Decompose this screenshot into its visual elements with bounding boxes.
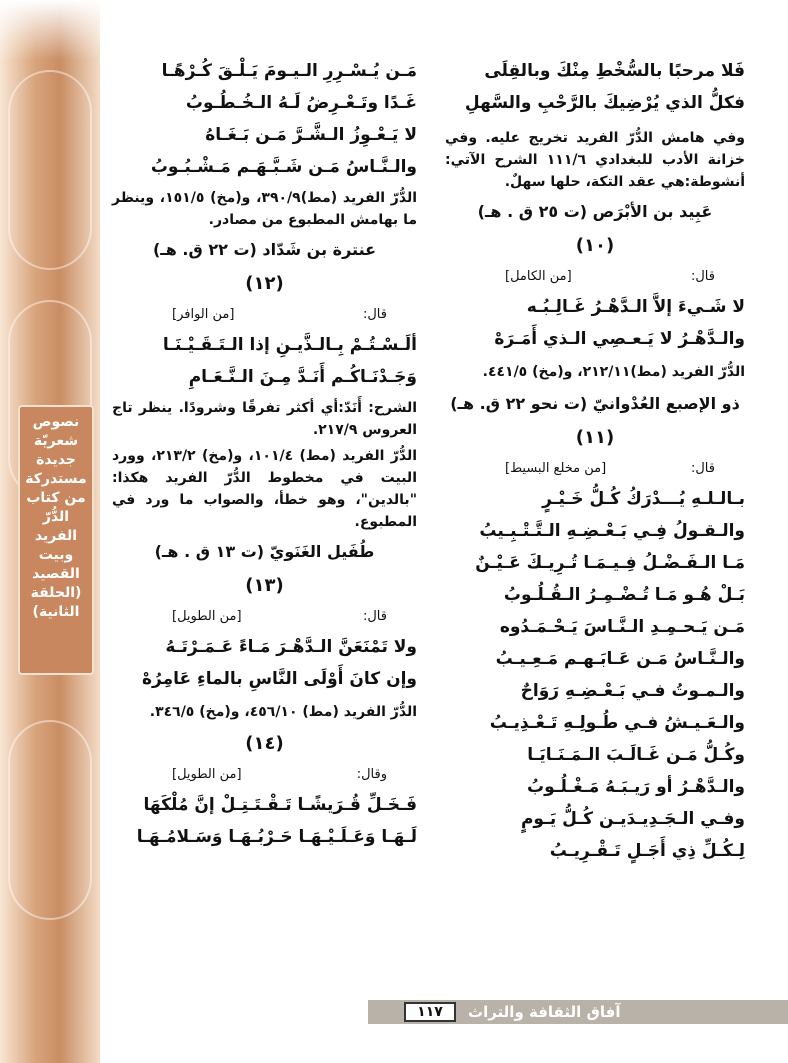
meter-label: [من مخلع البسيط]: [505, 461, 607, 476]
poem-number: (١٣): [245, 575, 284, 596]
page-number: ١١٧: [404, 1002, 456, 1022]
verse-line: وكُـلُّ مَـن غَـالَـبَ الـمَـنَـايَـا: [527, 745, 745, 765]
verse-line: وَجَـدْنَـاكُـم أَنَـدَّ مِـنَ الـنَّـعَـامِ: [188, 367, 417, 387]
verse-line: والـنَّـاسُ مَـن عَـابَـهـم مَـعِـيـبُ: [495, 649, 745, 669]
verse-line: والـعَـيـشُ فـي طُـولِـهِ تَـعْـذِيـبُ: [489, 713, 745, 733]
verse-line: والـدَّهْـرُ لا يَـعـصِي الـذي أَمَـرَهْ: [494, 329, 745, 349]
side-ornament: [8, 70, 92, 270]
side-strip-fade: [0, 0, 100, 60]
meter-label: [من الوافر]: [172, 307, 235, 322]
poem-number: (١٠): [575, 235, 615, 256]
verse-line: فَلا مرحبًا بالسُّخْطِ مِنْكَ وبالقِلَى: [484, 61, 745, 81]
verse-line: والـدَّهْـرُ أو رَيـبَـهُ مَـغْـلُـوبُ: [526, 777, 745, 797]
qal-label: وقال:: [356, 767, 387, 782]
verse-line: مَـن يُـسْـرِرِ الـيـومَ يَـلْـقَ كُـرْهًـا: [161, 61, 417, 81]
verse-line: لِـكُـلِّ ذِي أَجَـلٍ تَـقْـرِيـبُ: [549, 841, 745, 861]
verse-line: فكلُّ الذي يُرْضِيكَ بالرَّحْبِ والسَّهلِ: [464, 93, 745, 113]
article-title-box: نصوص شعريّة جديدة مستدركة من كتاب الدُّرّ الفريد وبيت القصيد (الحلقة الثانية): [18, 405, 94, 675]
verse-line: والـقـولُ فِـي بَـعْـضِـهِ الـتَّـتْـبِـيبُ: [479, 521, 745, 541]
source-reference: الدُّرّ الفريد (مط) ٤٥٦/١٠، و(مخ) ٣٤٦/٥.: [149, 704, 417, 720]
journal-name: آفاق الثقافة والتراث: [468, 1003, 621, 1021]
poem-number: (١٢): [245, 273, 284, 294]
verse-line: بـالـلـهِ يُـــدْرَكُ كُـلُّ خَـيْـرٍ: [542, 489, 745, 509]
verse-line: غَـدًا وتَـعْـرِضُ لَـهُ الـخُـطُـوبُ: [185, 93, 417, 113]
meter-line: [445, 455, 745, 483]
source-reference: الدُّرّ الفريد (مط)٢١٢/١١، و(مخ) ٤٤١/٥.: [482, 364, 745, 380]
meter-line: [112, 603, 417, 631]
meter-line: [445, 263, 745, 291]
qal-label: قال:: [362, 609, 387, 624]
verse-line: ألَـسْـتُـمْ بِـالـذَّيـنِ إذا الـتَـقَـيْـنَـا: [162, 335, 417, 355]
verse-line: بَـلْ هُـو مَـا تُـضْـمِـرُ الـقُـلُـوبُ: [503, 585, 745, 605]
meter-label: [من الطويل]: [172, 767, 242, 782]
verse-line: فَـخَـلِّ قُـرَيشًـا تَـقْـتَـتِـلْ إنَّ مُلْكَهَا: [143, 795, 417, 815]
poet-heading: عنترة بن شَدّاد (ت ٢٢ ق. هـ): [152, 240, 377, 259]
side-ornament: [8, 720, 92, 920]
meter-label: [من الكامل]: [505, 269, 572, 284]
qal-label: قال:: [690, 461, 715, 476]
meter-label: [من الطويل]: [172, 609, 242, 624]
commentary-paragraph: الشرح: أَنَدّ:أي أكثر تفرقًا وشرودًا. ينظر تاج العروس ٢١٧/٩.: [112, 400, 417, 438]
verse-line: ولا تَمْنَعَنَّ الـدَّهْـرَ مَـاءً عَـمَـرْتَـهُ: [165, 637, 417, 657]
poem-number: (١٤): [245, 733, 284, 754]
source-reference: الدُّرّ الفريد (مط) ١٠١/٤، و(مخ) ٢١٣/٢، وورد البيت في مخطوط الدُّرّ الفريد هكذا: "بالدين"، وهو خطأ، والصواب ما ورد في المطبوع.: [112, 448, 418, 530]
poet-heading: عَبِيد بن الأبْرَص (ت ٢٥ ق . هـ): [477, 202, 713, 221]
meter-line: [112, 761, 417, 789]
verse-line: وإن كانَ أَوْلَى النَّاسِ بالماءِ عَامِرُهْ: [142, 669, 417, 689]
qal-label: قال:: [690, 269, 715, 284]
right-column: [445, 55, 745, 867]
verse-line: لا يَـعْـوِزُ الـشَّـرَّ مَـن بَـغَـاهُ: [205, 125, 417, 145]
poem-number: (١١): [575, 427, 615, 448]
poet-heading: طُفَيل الغَنَويّ (ت ١٣ ق . هـ): [154, 542, 375, 561]
verse-line: والـنَّـاسُ مَـن شَـبَّـهَـم مَـشْـبُـوبُ: [150, 157, 417, 177]
verse-line: والـمـوتُ فـي بَـعْـضِـهِ رَوَاحٌ: [520, 681, 745, 701]
verse-line: لا شَـيءَ إلاَّ الـدَّهْـرُ غَـالِـبُـه: [526, 297, 745, 317]
poet-heading: ذو الإصبع العُدْوانيّ (ت نحو ٢٢ ق. هـ): [450, 394, 740, 413]
verse-line: وفـي الـجَـدِيـدَيـن كُـلُّ يَـومٍ: [520, 809, 745, 829]
verse-line: لَـهَـا وَعَـلَـيْـهَـا حَـرْبُـهَـا وَسَـلامُـهَـا: [136, 827, 417, 847]
meter-line: [112, 301, 417, 329]
source-reference: الدُّرّ الفريد (مط)٣٩٠/٩، و(مخ) ١٥١/٥، وينظر ما بهامش المطبوع من مصادر.: [112, 190, 418, 228]
verse-line: مَـن يَـحـمِـدِ الـنَّـاسَ يَـحْـمَـدُوه: [499, 617, 745, 637]
qal-label: قال:: [362, 307, 387, 322]
verse-line: مَـا الـفَـضْـلُ فِـيـمَـا تُـرِيـكَ عَـيْـنٌ: [475, 553, 745, 573]
commentary-paragraph: وفي هامش الدُّرّ الفريد تخريج عليه. وفي خزانة الأدب للبغدادي ١١١/٦ الشرح الآتي: أنشوطة:هي عقد التكة، حلها سهلٌ.: [445, 130, 745, 190]
page-footer: [368, 1000, 788, 1024]
left-column: [112, 55, 417, 853]
